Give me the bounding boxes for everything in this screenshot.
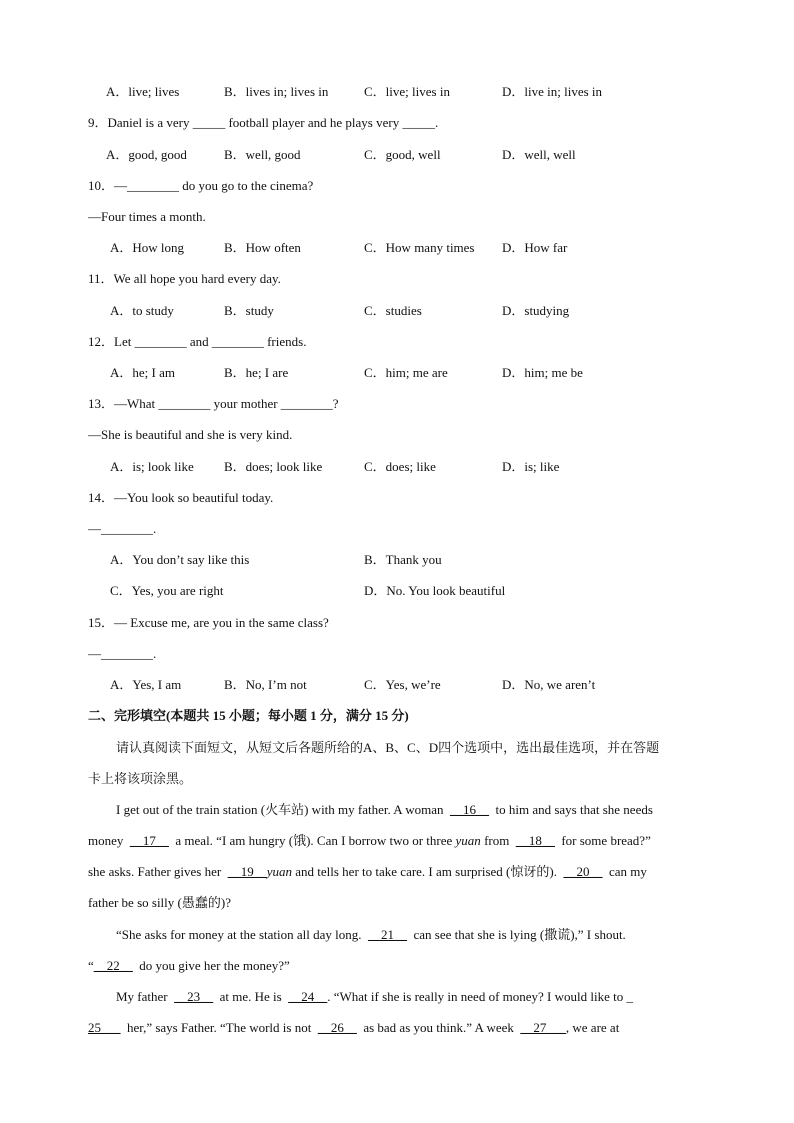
passage-text: can see that she is lying (撒谎),” I shout. xyxy=(413,927,626,942)
passage-text: from xyxy=(484,833,510,848)
blank-27[interactable]: __27___ xyxy=(520,1020,566,1035)
q15-stem: 15．— Excuse me, are you in the same class? xyxy=(88,615,329,630)
section-instructions-line2: 卡上将该项涂黑。 xyxy=(88,771,193,786)
blank-19[interactable]: __19__ xyxy=(227,864,267,879)
q10-option-d[interactable]: D．How far xyxy=(502,240,568,255)
passage-line-4: father be so silly (愚蠢的)? xyxy=(88,895,231,910)
q13-options xyxy=(88,459,728,475)
blank-21[interactable]: __21__ xyxy=(368,927,408,942)
q9-stem: 9．Daniel is a very _____ football player and he plays very _____. xyxy=(88,115,439,130)
blank-18[interactable]: __18__ xyxy=(515,833,555,848)
q13-option-c[interactable]: C．does; like xyxy=(364,459,436,474)
passage-text: “She asks for money at the station all day long. xyxy=(116,927,362,942)
section-instructions-line1: 请认真阅读下面短文，从短文后各题所给的A、B、C、D四个选项中，选出最佳选项，并在答题 xyxy=(116,740,660,755)
q12-options xyxy=(88,365,728,381)
passage-line-1 xyxy=(116,802,736,818)
q13-option-d[interactable]: D．is; like xyxy=(502,459,560,474)
q8-option-c[interactable]: C．live; lives in xyxy=(364,84,450,99)
passage-text: , we are at xyxy=(565,1020,620,1035)
q12-option-d[interactable]: D．him; me be xyxy=(502,365,583,380)
q11-options xyxy=(88,303,728,319)
section-heading: 二、完形填空(本题共 15 小题；每小题 1 分，满分 15 分) xyxy=(88,708,409,723)
q13-stem: 13．—What ________ your mother ________? xyxy=(88,396,339,411)
blank-23[interactable]: __23__ xyxy=(174,989,214,1004)
passage-text: her,” says Father. “The world is not xyxy=(127,1020,312,1035)
q9-option-a[interactable]: A．good, good xyxy=(106,147,187,162)
q15-option-d[interactable]: D．No, we aren’t xyxy=(502,677,596,692)
q9-option-b[interactable]: B．well, good xyxy=(224,147,301,162)
passage-text: and tells her to take care. I am surprised (惊讶的). xyxy=(295,864,557,879)
q12-stem: 12．Let ________ and ________ friends. xyxy=(88,334,307,349)
passage-text: to him and says that she needs xyxy=(495,802,653,817)
blank-20[interactable]: __20__ xyxy=(563,864,603,879)
blank-16[interactable]: __16__ xyxy=(449,802,489,817)
q14-options-row2 xyxy=(88,583,728,599)
q15-reply: —________. xyxy=(88,646,157,661)
q14-option-b[interactable]: B．Thank you xyxy=(364,552,442,567)
q11-option-c[interactable]: C．studies xyxy=(364,303,422,318)
q8-option-a[interactable]: A．live; lives xyxy=(106,84,180,99)
passage-text: “ xyxy=(88,958,94,973)
q14-options-row1 xyxy=(88,552,728,568)
passage-text: I get out of the train station (火车站) with my father. A woman xyxy=(116,802,444,817)
q10-options xyxy=(88,240,728,256)
q10-stem: 10．—________ do you go to the cinema? xyxy=(88,178,314,193)
q10-option-a[interactable]: A．How long xyxy=(110,240,185,255)
q10-option-c[interactable]: C．How many times xyxy=(364,240,475,255)
passage-italic: yuan xyxy=(266,864,292,879)
q12-option-b[interactable]: B．he; I are xyxy=(224,365,289,380)
q15-option-a[interactable]: A．Yes, I am xyxy=(110,677,182,692)
passage-text: a meal. “I am hungry (饿). Can I borrow two or three xyxy=(175,833,453,848)
q12-option-c[interactable]: C．him; me are xyxy=(364,365,448,380)
passage-text: as bad as you think.” A week xyxy=(363,1020,514,1035)
blank-22[interactable]: __22__ xyxy=(93,958,133,973)
passage-line-2 xyxy=(88,833,708,849)
passage-text: do you give her the money?” xyxy=(139,958,290,973)
passage-line-3 xyxy=(88,864,708,880)
blank-26[interactable]: __26__ xyxy=(317,1020,357,1035)
q13-option-b[interactable]: B．does; look like xyxy=(224,459,323,474)
passage-text: at me. He is xyxy=(219,989,282,1004)
q11-option-d[interactable]: D．studying xyxy=(502,303,570,318)
q8-option-b[interactable]: B．lives in; lives in xyxy=(224,84,329,99)
passage-text: she asks. Father gives her xyxy=(88,864,222,879)
passage-text: money xyxy=(88,833,124,848)
blank-17[interactable]: __17__ xyxy=(129,833,169,848)
q9-options xyxy=(88,147,728,163)
passage-text: . “What if she is really in need of money? I would like to _ xyxy=(327,989,633,1004)
passage-line-8 xyxy=(88,1020,708,1036)
passage-italic: yuan xyxy=(455,833,481,848)
q14-reply: —________. xyxy=(88,521,157,536)
q15-option-c[interactable]: C．Yes, we’re xyxy=(364,677,441,692)
q14-option-c[interactable]: C．Yes, you are right xyxy=(110,583,224,598)
blank-24[interactable]: __24__ xyxy=(288,989,328,1004)
passage-text: can my xyxy=(608,864,647,879)
q15-options xyxy=(88,677,728,693)
passage-line-7 xyxy=(116,989,736,1005)
q9-option-c[interactable]: C．good, well xyxy=(364,147,441,162)
q11-stem: 11．We all hope you hard every day. xyxy=(88,271,281,286)
q11-option-a[interactable]: A．to study xyxy=(110,303,174,318)
q13-option-a[interactable]: A．is; look like xyxy=(110,459,194,474)
q14-option-a[interactable]: A．You don’t say like this xyxy=(110,552,250,567)
q11-option-b[interactable]: B．study xyxy=(224,303,274,318)
q14-option-d[interactable]: D．No. You look beautiful xyxy=(364,583,506,598)
q8-option-d[interactable]: D．live in; lives in xyxy=(502,84,603,99)
passage-line-6 xyxy=(88,958,708,974)
passage-text: My father xyxy=(116,989,168,1004)
q14-stem: 14．—You look so beautiful today. xyxy=(88,490,274,505)
passage-text: for some bread?” xyxy=(561,833,651,848)
passage-line-5 xyxy=(116,927,736,943)
q15-option-b[interactable]: B．No, I’m not xyxy=(224,677,307,692)
q10-reply: —Four times a month. xyxy=(88,209,206,224)
q8-options xyxy=(88,84,728,100)
q12-option-a[interactable]: A．he; I am xyxy=(110,365,175,380)
blank-25[interactable]: 25___ xyxy=(88,1020,121,1035)
q13-reply: —She is beautiful and she is very kind. xyxy=(88,427,293,442)
q9-option-d[interactable]: D．well, well xyxy=(502,147,576,162)
q10-option-b[interactable]: B．How often xyxy=(224,240,301,255)
